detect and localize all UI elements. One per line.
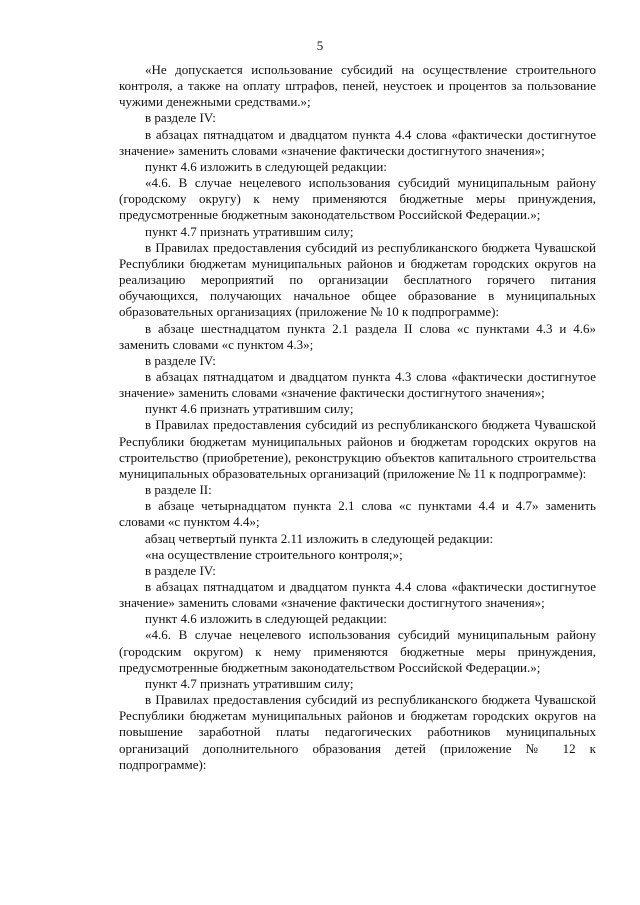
paragraph: в разделе IV: <box>145 352 216 368</box>
paragraph: в разделе IV: <box>145 110 216 126</box>
paragraph: пункт 4.6 изложить в следующей редакции: <box>145 158 387 174</box>
paragraph: «на осуществление строительного контроля;»; <box>145 546 403 562</box>
paragraph: в Правилах предоставления субсидий из республиканского бюджета Чувашской Республики бюджетам муниципальных районов и бюджетам городских округов на строительство (приобретение), реконструкцию объектов капитального строительства муниципальных образовательных организаций (приложение № 11 к подпрограмме): <box>119 417 596 481</box>
page-number: 5 <box>316 38 324 53</box>
paragraph: пункт 4.7 признать утратившим силу; <box>145 223 354 239</box>
paragraph: абзац четвертый пункта 2.11 изложить в следующей редакции: <box>145 530 494 546</box>
paragraph: пункт 4.7 признать утратившим силу; <box>145 675 354 691</box>
paragraph: в абзаце четырнадцатом пункта 2.1 слова «с пунктами 4.4 и 4.7» заменить словами «с пунктом 4.4»; <box>119 498 596 530</box>
paragraph: пункт 4.6 признать утратившим силу; <box>145 401 354 417</box>
paragraph: в Правилах предоставления субсидий из республиканского бюджета Чувашской Республики бюджетам муниципальных районов и бюджетам городских округов на реализацию мероприятий по организации бесплатного горячего питания обучающихся, получающих начальное общее образование в муниципальных образовательных организациях (приложение № 10 к подпрограмме): <box>119 239 596 320</box>
paragraph: в разделе II: <box>145 482 212 498</box>
paragraph: в абзацах пятнадцатом и двадцатом пункта 4.4 слова «фактически достигнутое значение» заменить словами «значение фактически достигнутого значения»; <box>119 126 596 158</box>
paragraph: в абзацах пятнадцатом и двадцатом пункта 4.3 слова «фактически достигнутое значение» заменить словами «значение фактически достигнутого значения»; <box>119 368 596 401</box>
paragraph: в разделе IV: <box>145 562 216 578</box>
paragraph: в абзаце шестнадцатом пункта 2.1 раздела II слова «с пунктами 4.3 и 4.6» заменить словами «с пунктом 4.3»; <box>119 320 596 352</box>
document-body <box>119 62 596 773</box>
paragraph: «4.6. В случае нецелевого использования субсидий муниципальным району (городским округом) к нему применяются бюджетные меры принуждения, предусмотренные бюджетным законодательством Российской Федерации.»; <box>119 627 596 675</box>
paragraph: в Правилах предоставления субсидий из республиканского бюджета Чувашской Республики бюджетам муниципальных районов и бюджетам городских округов на повышение заработной платы педагогических работников муниципальных организаций дополнительного образования детей (приложение № 12 к подпрограмме): <box>119 692 596 772</box>
paragraph: в абзацах пятнадцатом и двадцатом пункта 4.4 слова «фактически достигнутое значение» заменить словами «значение фактически достигнутого значения»; <box>119 579 596 611</box>
paragraph: «4.6. В случае нецелевого использования субсидий муниципальным району (городскому округу) к нему применяются бюджетные меры принуждения, предусмотренные бюджетным законодательством Российской Федерации.»; <box>119 175 596 223</box>
paragraph: «Не допускается использование субсидий на осуществление строительного контроля, а также на оплату штрафов, пеней, неустоек и процентов за пользование чужими денежными средствами.»; <box>119 62 596 110</box>
paragraph: пункт 4.6 изложить в следующей редакции: <box>145 611 387 627</box>
